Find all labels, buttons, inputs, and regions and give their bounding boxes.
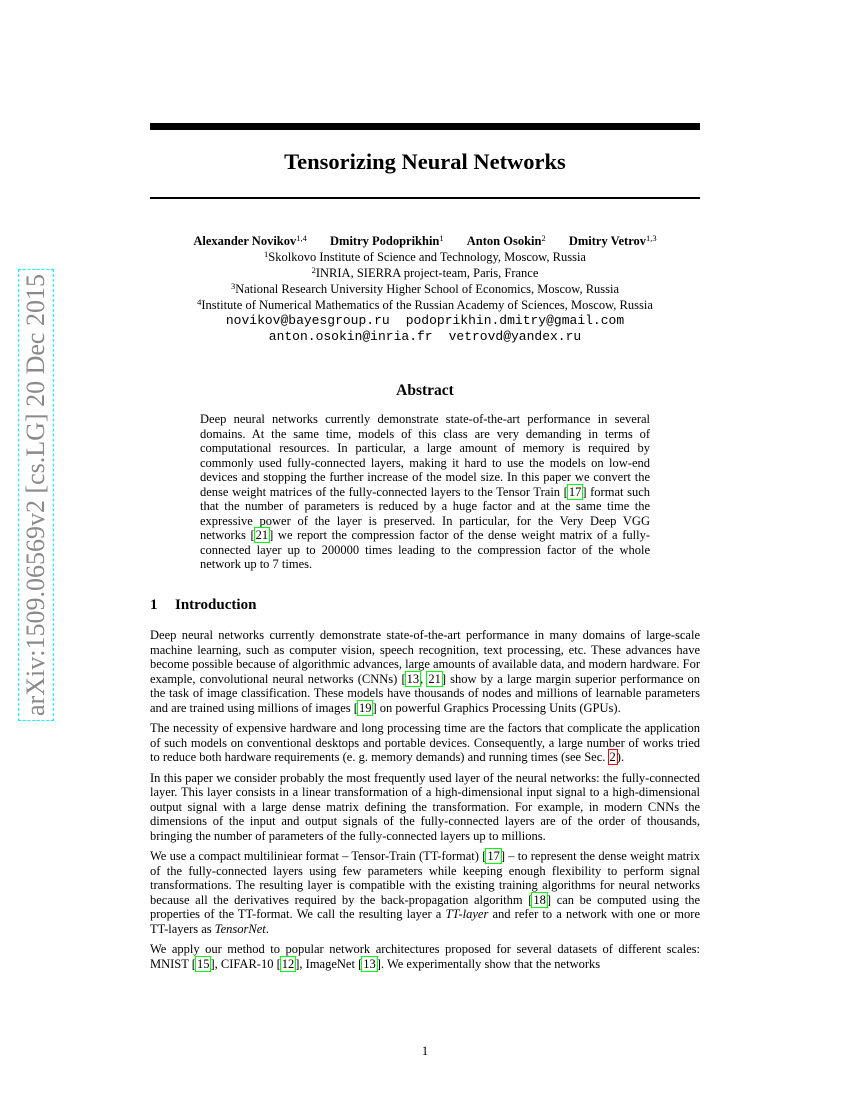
affiliation-text: Skolkovo Institute of Science and Technology, Moscow, Russia (268, 250, 586, 264)
author-affiliation-mark: 1,4 (296, 233, 307, 243)
author (193, 234, 307, 248)
author-name: Alexander Novikov (193, 234, 297, 248)
author-name: Anton Osokin (466, 234, 542, 248)
email-address: vetrovd@yandex.ru (448, 329, 582, 344)
citation-link[interactable]: 17 (568, 484, 582, 499)
paragraph-text: We apply our method to popular network architectures proposed for several datasets of different scales: MNIST (150, 942, 700, 971)
author-names (150, 233, 700, 249)
paragraph-text: . (265, 921, 269, 936)
title-top-rule (150, 123, 700, 130)
paragraph-text: can be computed using the properties of the TT-format. We call the resulting layer a (150, 892, 700, 921)
affiliation-text: National Research University Higher School of Economics, Moscow, Russia (235, 282, 620, 296)
abstract-body: Deep neural networks currently demonstrate state-of-the-art performance in several domains. At the same time, models of this class are very demanding in terms of computational resources. In particular, a large amount of memory is required by commonly used fully-connected layers, making it hard to use the models on low-end devices and stopping the further increase of the model size. In this paper we convert the dense weight matrices of the fully-connected layers to the Tensor Train [17] format such that the number of parameters is reduced by a huge factor and at the same time the expressive power of the layer is preserved. In particular, for the Very Deep VGG networks [21] we report the compression factor of the dense weight matrix of a fully-connected layer up to 200000 times leading to the compression factor of the whole network up to 7 times. (200, 412, 650, 571)
author (467, 234, 546, 248)
citation-link[interactable]: 18 (533, 892, 546, 907)
arxiv-identifier-stamp[interactable]: arXiv:1509.06569v2 [cs.LG] 20 Dec 2015 (19, 270, 53, 720)
affiliation-mark: 3 (230, 281, 236, 291)
citation-link[interactable]: 13 (363, 956, 376, 971)
abstract-text: we report the compression factor of the dense weight matrix of a fully-connected layer up to 200000 times leading to the compression factor of the whole network up to 7 times. (200, 528, 650, 571)
author-name: Dmitry Vetrov (568, 234, 647, 248)
citation-link[interactable]: 15 (196, 956, 210, 971)
email-address: novikov@bayesgroup.ru (225, 313, 390, 328)
paragraph: In this paper we consider probably the most frequently used layer of the neural networks: the fully-connected layer. This layer consists in a linear transformation of a high-dimensional input signal to a high-dimensional output signal with a large dense matrix defining the transformation. For example, in modern CNNs the dimensions of the input and output signals of the fully-connected layers are of the order of thousands, bringing the number of parameters of the fully-connected layers up to millions. (150, 770, 700, 843)
paragraph: Deep neural networks currently demonstrate state-of-the-art performance in many domains of large-scale machine learning, such as computer vision, speech recognition, text processing, etc. These advances have become possible because of algorithmic advances, large amounts of available data, and modern hardware. For example, convolutional neural networks (CNNs) [13, 21] show by a large margin superior performance on the task of image classification. These models have thousands of nodes and millions of learnable parameters and are trained using millions of images [19] on powerful Graphics Processing Units (GPUs). (150, 628, 701, 715)
affiliation-text: Institute of Numerical Mathematics of the Russian Academy of Sciences, Moscow, Russia (201, 298, 653, 312)
paragraph-text: – to represent the dense weight matrix of the fully-connected layers using few parameters while keeping enough flexibility to perform signal transformations. The resulting layer is compatible with the existing training algorithms for neural networks because all the derivatives required by the back-propagation algorithm (150, 849, 700, 907)
author-affiliation-mark: 1,3 (646, 233, 657, 243)
author-affiliation-mark: 1 (439, 233, 444, 243)
page-number: 1 (421, 1044, 429, 1058)
paragraph-text: We use a compact multiliniear format – Tensor-Train (TT-format) (150, 849, 483, 863)
paragraph-text: , (420, 671, 428, 686)
section-title: Introduction (175, 597, 257, 613)
affiliation (150, 297, 700, 313)
abstract-text: Deep neural networks currently demonstrate state-of-the-art performance in several domains. At the same time, models of this class are very demanding in terms of computational resources. In particular, a large amount of memory is required by commonly used fully-connected layers, making it hard to use the models on low-end devices and stopping the further increase of the model size. In this paper we convert the dense weight matrices of the fully-connected layers to the Tensor Train (200, 412, 650, 499)
citation-link[interactable]: 21 (428, 671, 441, 686)
affiliation (150, 281, 700, 297)
affiliation-text: INRIA, SIERRA project-team, Paris, France (315, 266, 539, 280)
author (569, 234, 657, 248)
email-line (150, 313, 700, 329)
paragraph (150, 721, 700, 765)
affiliation-mark: 1 (264, 249, 269, 259)
section-number: 1 (150, 597, 158, 613)
paragraph-text: on powerful Graphics Processing Units (GPUs). (376, 700, 621, 715)
abstract-heading: Abstract (396, 382, 454, 399)
citation-link[interactable]: 21 (255, 528, 269, 542)
abstract-text: format such that the number of parameters is reduced by a huge factor and at the same time the expressive power of the layer is preserved. In particular, for the Very Deep VGG networks (200, 484, 650, 542)
citation-link[interactable]: 19 (358, 700, 372, 715)
paragraph-text: and refer to a network with one or more TT-layers as (150, 907, 700, 936)
section-link[interactable]: 2 (609, 750, 616, 764)
title-bottom-rule (150, 197, 700, 199)
affiliation-mark: 2 (311, 265, 316, 275)
author-affiliation-mark: 2 (541, 233, 546, 243)
affiliation (150, 249, 700, 265)
author (330, 234, 444, 248)
paragraph: We use a compact multiliniear format – Tensor-Train (TT-format) [17] – to represent the dense weight matrix of the fully-connected layers using few parameters while keeping enough flexibility to perform signal transformations. The resulting layer is compatible with the existing training algorithms for neural networks because all the derivatives required by the back-propagation algorithm [18] can be computed using the properties of the TT-format. We call the resulting layer a TT-layer and refer to a network with one or more TT-layers as TensorNet. (150, 849, 700, 936)
paragraph-text: . We experimentally show that the networks (380, 956, 601, 971)
citation-link[interactable]: 17 (487, 849, 500, 863)
citation-link[interactable]: 12 (281, 956, 295, 971)
email-address: podoprikhin.dmitry@gmail.com (405, 313, 625, 328)
section-body (150, 628, 700, 977)
author-block (150, 233, 700, 345)
paragraph-text: show by a large margin superior performance on the task of image classification. These models have thousands of nodes and millions of learnable parameters and are trained using millions of images (150, 671, 701, 715)
paragraph-text: ). (616, 750, 625, 764)
paragraph-text: Deep neural networks currently demonstrate state-of-the-art performance in many domains of large-scale machine learning, such as computer vision, speech recognition, text processing, etc. These advances have become possible because of algorithmic advances, large amounts of available data, and modern hardware. For example, convolutional neural networks (CNNs) (150, 628, 700, 686)
emphasis-term: TT-layer (445, 907, 489, 921)
paragraph-text: , ImageNet (299, 956, 359, 971)
affiliation (150, 265, 700, 281)
emphasis-term: TensorNet (214, 921, 266, 936)
citation-link[interactable]: 13 (406, 671, 420, 686)
paragraph: We apply our method to popular network architectures proposed for several datasets of different scales: MNIST [15], CIFAR-10 [12], ImageNet [13]. We experimentally show that the networks (150, 942, 700, 971)
author-name: Dmitry Podoprikhin (330, 234, 440, 248)
affiliation-mark: 4 (197, 297, 202, 307)
paper-title: Tensorizing Neural Networks (284, 149, 566, 174)
paragraph-text: The necessity of expensive hardware and long processing time are the factors that complicate the application of such models on conventional desktops and portable devices. Consequently, a large number of works tried to reduce both hardware requirements (e. g. memory demands) and running times (see Sec. (150, 721, 700, 764)
email-line (150, 329, 700, 345)
email-address: anton.osokin@inria.fr (268, 329, 433, 344)
paragraph-text: , CIFAR-10 (214, 956, 277, 971)
section-heading (150, 595, 700, 615)
